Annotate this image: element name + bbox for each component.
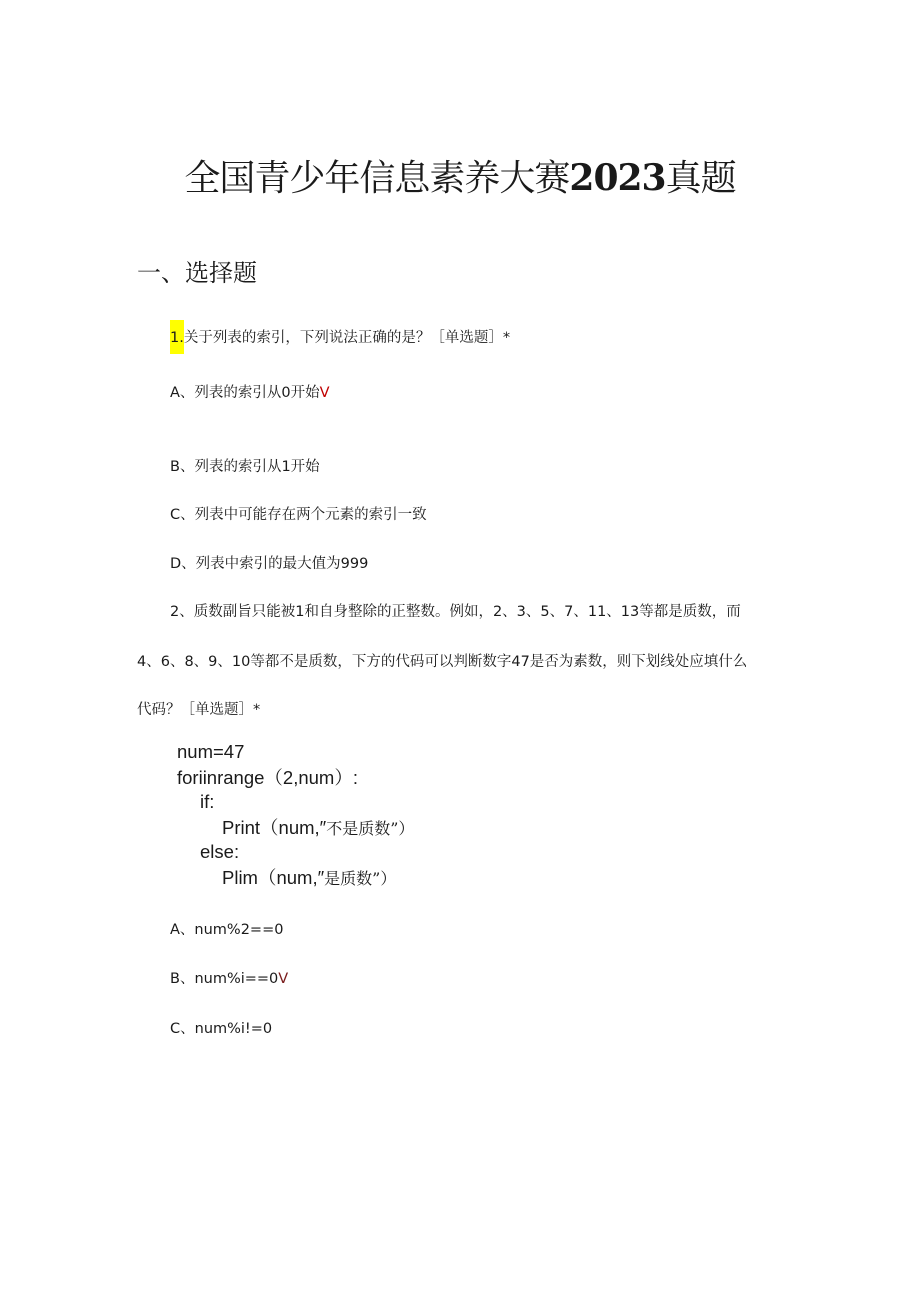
question-1	[170, 326, 510, 354]
q1-option-d: D、列表中索引的最大值为999	[170, 556, 369, 572]
code-fragment: Plim（num,″	[222, 867, 325, 888]
q1-option-b: B、列表的索引从1开始	[170, 459, 320, 475]
q2-option-b	[170, 967, 288, 988]
code-line-3: if:	[200, 791, 215, 812]
q2-option-a: A、num%2==0	[170, 922, 284, 938]
code-line-6	[222, 864, 396, 890]
option-text: B、num%i==0	[170, 971, 279, 987]
q1-option-a	[170, 381, 330, 402]
code-fragment-cjk: 不是质数”）	[326, 819, 415, 838]
option-text: A、列表的索引从0开始	[170, 385, 320, 401]
code-line-5: else:	[200, 841, 240, 862]
question-1-text: 关于列表的索引，下列说法正确的是？［单选题］*	[183, 330, 511, 346]
question-2-line-1: 2、质数副旨只能被1和自身整除的正整数。例如，2、3、5、7、11、13等都是质数，而	[170, 604, 741, 620]
title-suffix: 真题	[665, 158, 736, 199]
title-text: 全国青少年信息素养大赛	[184, 158, 570, 199]
document-title	[0, 150, 920, 201]
code-line-2: foriinrange（2,num）:	[177, 767, 358, 788]
code-fragment: Print（num,″	[222, 817, 327, 838]
correct-check-mark: V	[319, 385, 330, 401]
question-2-line-2: 4、6、8、9、10等都不是质数，下方的代码可以判断数字47是否为素数，则下划线处应填什么	[137, 654, 748, 670]
q1-option-c: C、列表中可能存在两个元素的索引一致	[170, 507, 427, 523]
title-year: 2023	[569, 157, 666, 199]
correct-check-mark: V	[278, 971, 289, 987]
section-heading: 一、选择题	[137, 259, 257, 287]
code-line-1: num=47	[177, 741, 245, 762]
q2-option-c: C、num%i!=0	[170, 1021, 273, 1037]
code-line-4	[222, 814, 414, 840]
code-fragment-cjk: 是质数”）	[324, 869, 397, 888]
question-2-line-3: 代码？［单选题］*	[137, 702, 261, 718]
question-number-highlight: 1.	[170, 320, 184, 354]
